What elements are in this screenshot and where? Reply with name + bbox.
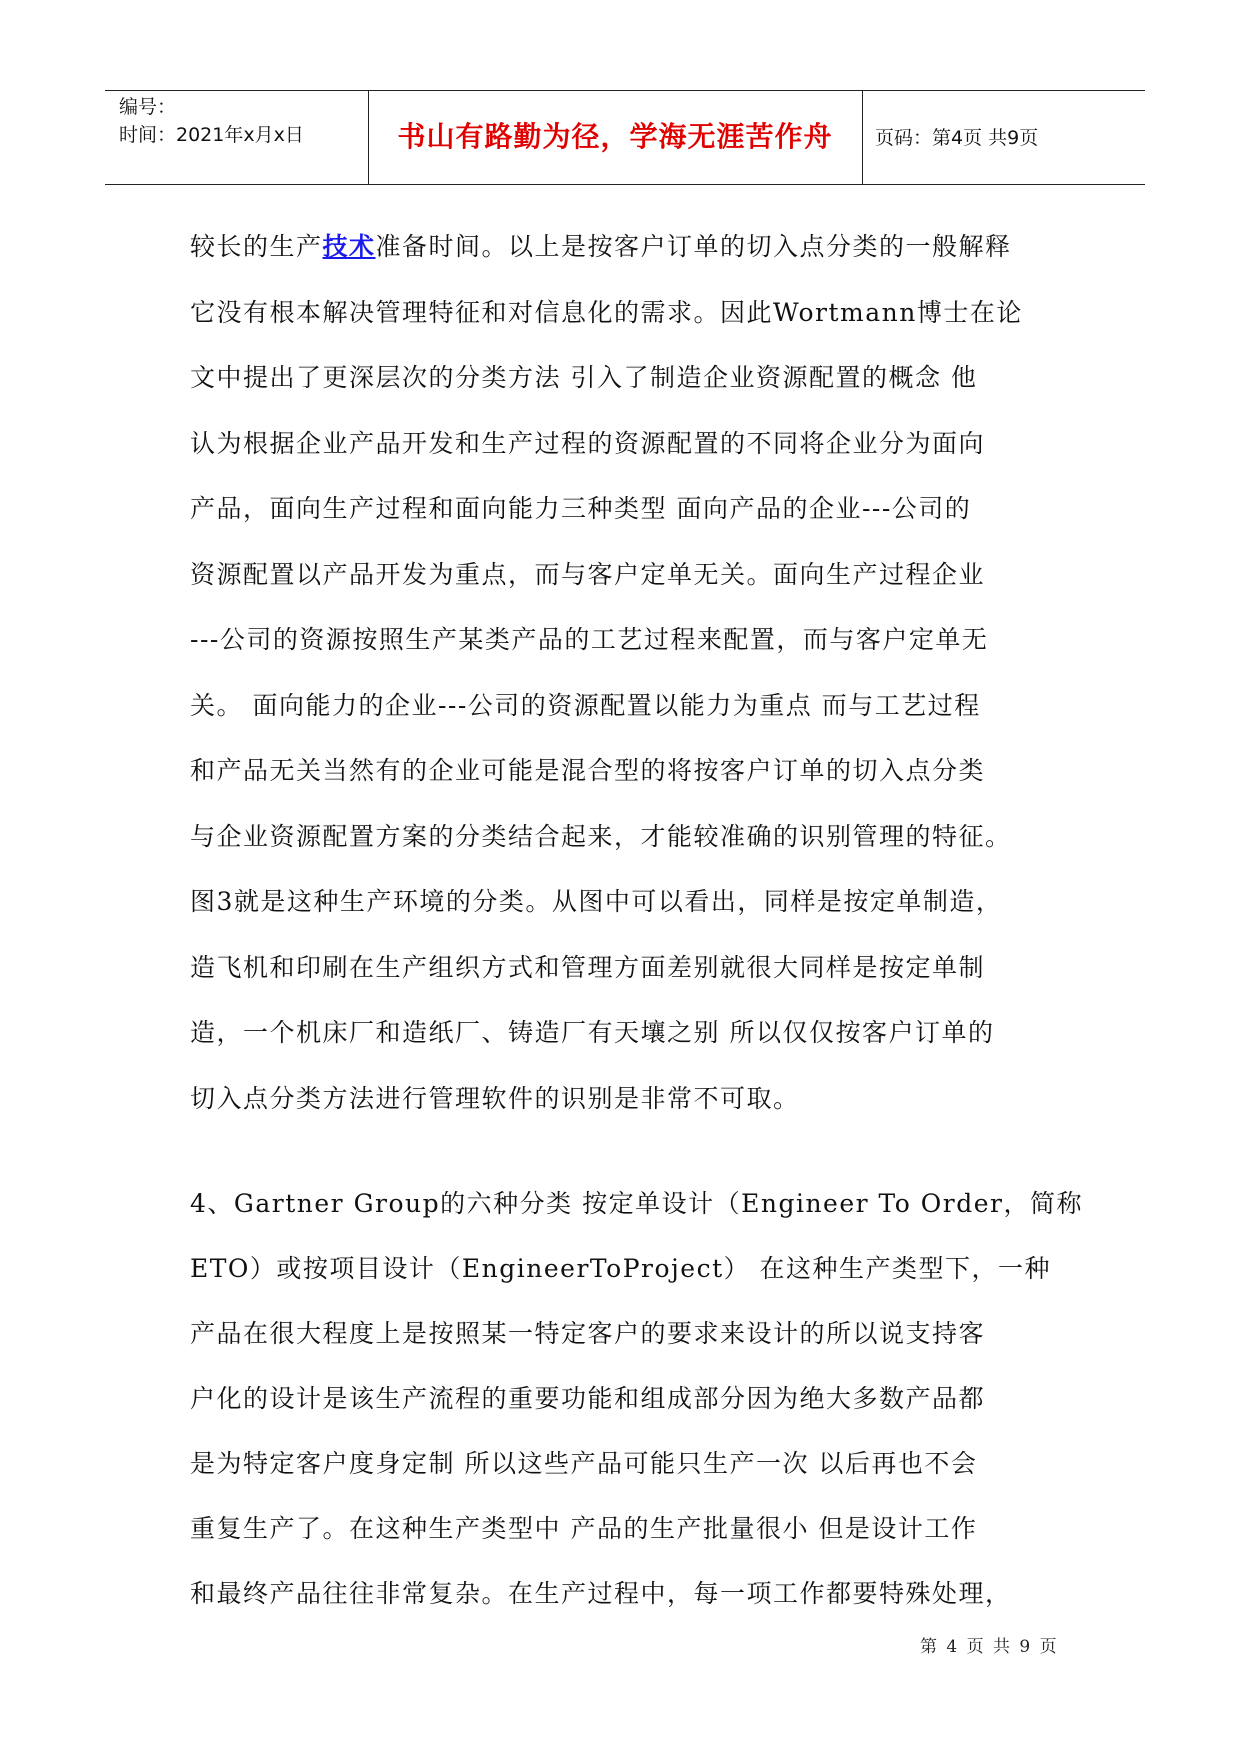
text-line: 造飞机和印刷在生产组织方式和管理方面差别就很大同样是按定单制	[190, 952, 986, 982]
text-line: 图3就是这种生产环境的分类。从图中可以看出，同样是按定单制造，	[190, 887, 1003, 916]
text-line: 4、Gartner Group的六种分类 按定单设计（Engineer To Order，简称	[190, 1189, 1083, 1218]
text-line: 与企业资源配置方案的分类结合起来，才能较准确的识别管理的特征。	[190, 821, 1012, 851]
page-footer: 第 4 页 共 9 页	[920, 1637, 1059, 1657]
text-line: 关。 面向能力的企业---公司的资源配置以能力为重点 而与工艺过程	[190, 690, 981, 720]
paragraph	[190, 214, 1090, 1131]
text-line: 和最终产品往往非常复杂。在生产过程中，每一项工作都要特殊处理，	[190, 1579, 1012, 1608]
paragraph-gap	[190, 1131, 1090, 1171]
text-line: 重复生产了。在这种生产类型中 产品的生产批量很小 但是设计工作	[190, 1514, 978, 1543]
page-header	[105, 90, 1145, 185]
text-line: 认为根据企业产品开发和生产过程的资源配置的不同将企业分为面向	[190, 428, 986, 458]
header-divider	[862, 91, 863, 184]
header-motto: 书山有路勤为径，学海无涯苦作舟	[397, 120, 833, 153]
text-line: ETO）或按项目设计（EngineerToProject） 在这种生产类型下，一种	[190, 1254, 1052, 1283]
text-line: 资源配置以产品开发为重点，而与客户定单无关。面向生产过程企业	[190, 559, 986, 589]
header-meta	[119, 93, 304, 149]
header-time-label: 时间：2021年x月x日	[119, 124, 304, 146]
text-line: 文中提出了更深层次的分类方法 引入了制造企业资源配置的概念 他	[190, 363, 978, 392]
text-segment: 较长的生产	[190, 232, 323, 261]
text-line	[190, 214, 1090, 280]
header-page-label: 页码：第4页 共9页	[875, 127, 1039, 149]
text-line: 它没有根本解决管理特征和对信息化的需求。因此Wortmann博士在论	[190, 297, 1023, 327]
paragraph	[190, 1171, 1090, 1626]
text-line: 造，一个机床厂和造纸厂、铸造厂有天壤之别 所以仅仅按客户订单的	[190, 1018, 995, 1047]
technology-link[interactable]: 技术	[322, 232, 376, 261]
text-line: 和产品无关当然有的企业可能是混合型的将按客户订单的切入点分类	[190, 756, 986, 785]
text-line: 是为特定客户度身定制 所以这些产品可能只生产一次 以后再也不会	[190, 1449, 978, 1478]
text-line: 产品在很大程度上是按照某一特定客户的要求来设计的所以说支持客	[190, 1319, 986, 1348]
text-line: 切入点分类方法进行管理软件的识别是非常不可取。	[190, 1083, 800, 1113]
text-line: ---公司的资源按照生产某类产品的工艺过程来配置，而与客户定单无	[190, 625, 989, 654]
text-segment: 准备时间。以上是按客户订单的切入点分类的一般解释	[375, 232, 1012, 261]
document-body	[190, 214, 1090, 1626]
text-line: 户化的设计是该生产流程的重要功能和组成部分因为绝大多数产品都	[190, 1384, 986, 1413]
text-line: 产品，面向生产过程和面向能力三种类型 面向产品的企业---公司的	[190, 494, 972, 523]
header-number-label: 编号：	[119, 96, 177, 118]
